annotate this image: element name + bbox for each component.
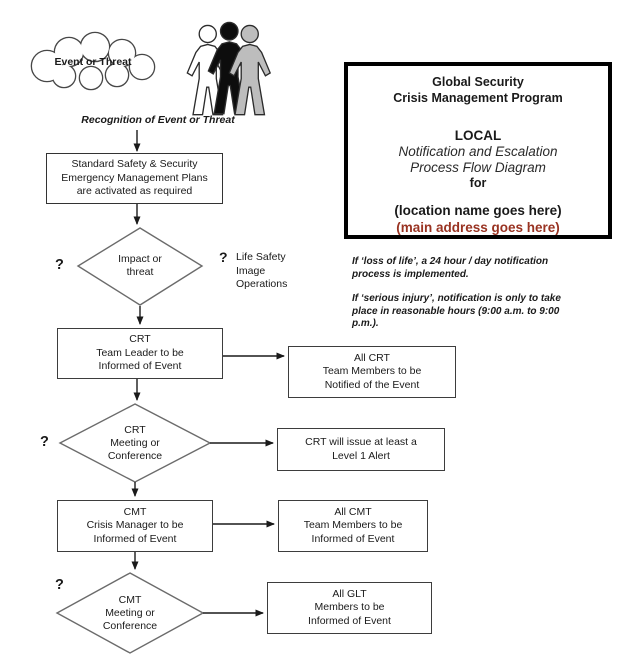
for-word: for: [469, 176, 487, 190]
node-line: Level 1 Alert: [332, 449, 390, 462]
subtitle-line2: Process Flow Diagram: [410, 160, 546, 175]
node-line: Team Members to be: [322, 365, 422, 378]
node-line: Standard Safety & Security: [71, 158, 198, 171]
question-mark-crt: ?: [40, 434, 49, 450]
node-line: CRT will issue at least a: [305, 436, 417, 448]
node-line: Informed of Event: [93, 532, 177, 545]
note-loss-of-life: If ‘loss of life’, a 24 hour / day notification process is implemented.: [352, 256, 549, 280]
address-placeholder: (main address goes here): [396, 220, 560, 235]
program-title-line1: Global Security: [432, 75, 524, 89]
side-note-life-safety: Life Safety Image Operations: [236, 251, 288, 290]
node-line: Notified of the Event: [324, 378, 420, 391]
node-line: Emergency Management Plans: [61, 171, 208, 184]
question-mark-side-note: ?: [219, 249, 228, 265]
node-line: Informed of Event: [98, 360, 182, 373]
node-line: are activated as required: [76, 185, 193, 198]
node-all-cmt-members: [278, 500, 428, 552]
node-line: All GLT: [332, 587, 367, 600]
node-line: Informed of Event: [311, 532, 395, 545]
recognition-label: Recognition of Event or Threat: [81, 114, 235, 126]
node-all-crt-members: [288, 346, 456, 398]
decision-label-cmt-meeting: CMT Meeting or Conference: [102, 594, 158, 632]
people-icon: [187, 22, 270, 114]
decision-label-crt-meeting: CRT Meeting or Conference: [107, 424, 163, 462]
node-line: Team Leader to be: [96, 346, 184, 359]
program-title-line2: Crisis Management Program: [393, 90, 563, 105]
node-line: All CMT: [334, 505, 372, 518]
question-mark-cmt: ?: [55, 577, 64, 593]
node-line: Informed of Event: [308, 614, 391, 627]
node-line: All CRT: [354, 351, 390, 364]
node-line: Crisis Manager to be: [86, 519, 184, 532]
node-line: Members to be: [314, 601, 385, 614]
node-all-glt-members: [267, 582, 432, 634]
node-cmt-crisis-manager: [57, 500, 213, 552]
node-line: CRT: [129, 333, 151, 346]
scope-label: LOCAL: [454, 128, 502, 143]
decision-label-impact: Impact or threat: [118, 253, 162, 278]
node-crt-team-leader: [57, 328, 223, 379]
note-serious-injury: If ‘serious injury’, notification is only to take place in reasonable hours (9:00 a.m. to 9:00 p.m.).: [352, 293, 561, 329]
subtitle-line1: Notification and Escalation: [398, 144, 558, 159]
cloud-label: Event or Threat: [54, 56, 132, 68]
question-mark-impact: ?: [55, 257, 64, 273]
notification-notes: [352, 256, 587, 331]
location-placeholder: (location name goes here): [394, 203, 562, 218]
node-line: Team Members to be: [303, 519, 403, 532]
node-line: CMT: [123, 505, 147, 518]
node-standard-plans: [46, 153, 223, 204]
title-box: [344, 62, 612, 239]
node-crt-level1-alert: [277, 428, 445, 471]
